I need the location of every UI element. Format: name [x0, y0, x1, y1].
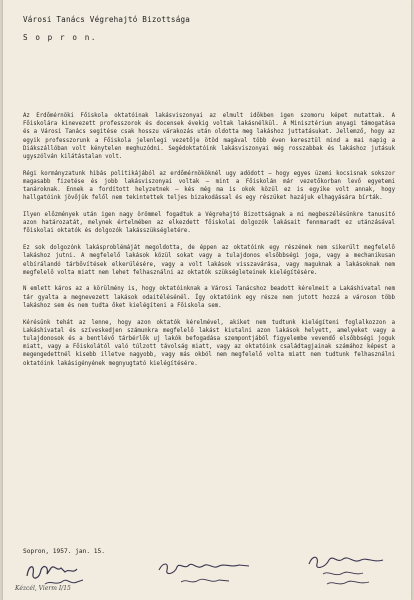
- letter-body: [23, 112, 395, 376]
- document-page: [3, 0, 411, 600]
- letter-date: Sopron, 1957. jan. 15.: [23, 548, 105, 555]
- recipient-name: Városi Tanács Végrehajtó Bizottsága: [23, 15, 191, 24]
- paragraph-5: N emlett káros az a körülmény is, hogy oktatóinknak a Városi Tanácshoz beadott kérelmeit a Lakáshivatal nem tár gyalta a megnevezett lakások odaitélésénél. Így oktatóink egy része nem jutott hozzá a városon több lakáshoz sem és nem tudta őket kielégíteni a Főiskola sem.: [23, 286, 395, 309]
- archive-note: Kézcél, Vierm I/15: [15, 585, 71, 592]
- paragraph-1: Az Erdőmérnöki Főiskola oktatóinak lakásviszonyai az elmult időkben igen szomoru képet mutattak. A Főiskolára kinevezett professzorok és docensek évekig voltak lakásnélkül. A Minisztérium anyagi támogatása és a Városi Tanács segitése csak hosszu várakozás után oldotta meg lakáshoz juttatásukat. Jellemző, hogy az egyik professzorunk a Főiskola jelenlegi vezetője ötöd magával több éven keresztül mind a mai napig a Diákszállóban volt kénytelen meghuzódni. Segédoktatóink lakásviszonyai még rosszabbak és lakáshoz jutásuk ugyszólván kilátástalan volt.: [23, 113, 395, 161]
- letter-heading: [23, 14, 190, 44]
- signature-right: [303, 550, 398, 590]
- signature-center: [153, 558, 263, 590]
- paragraph-2: Régi kormányzatunk hibás politikájából az erdőmérnököknél ugy adódott – hogy egyes üzemi kocsisnak sokszor magasabb fizetése és jobb lakásviszonyai voltak – mint a Főiskolán már vezetőkorban levő egyetemi tanároknak. Ennek a fordított helyzetnek – kés még ma is okok közül ez is egyike volt annak, hogy hallgatóink jövőjük felől nem tekintettek teljes bizakodással és egy részüket hazájuk elhagyására bírták.: [23, 170, 395, 202]
- paragraph-4: Ez sok dolgozónk lakásproblémáját megoldotta, de éppen az oktatóink egy részének nem sikerült megfelelő lakáshoz jutni. A megfelelő lakások közül sokat vagy a tulajdonos elsőbbségi joga, vagy a mechanikusan elbírálandó tárbővítések elkerülésére, vagy a volt lakások visszavárása, vagy maguknak a lakásoknak nem megfelelő volta miatt nem lehet felhasználni az oktatók szükségleteinek kielégítésére.: [23, 245, 395, 276]
- recipient-city: S o p r o n.: [23, 33, 98, 42]
- paragraph-3: Ilyen előzmények után igen nagy örömmel fogadtuk a Végrehajtó Bizottságnak a mi megbeszélésünkre tanusitó azon határozatát, melynek értelmében az elkezdett főiskolai dolgozók lakásait fennmaradt ez utánzásával főiskolai oktatók és dolgozók lakásszükségletére.: [23, 212, 395, 235]
- paragraph-6: Kérésünk tehát az lenne, hogy azon oktatók kérelmével, akiket nem tudtunk kielégíteni foglalkozzon a Lakáshivatal és szíveskedjen számunkra megfelelő lakást kiutalni azon lakások helyett, amelyeket vagy a tulajdonosok és a bentlévő tárbérlők uj lakók befogadása szempontjából figyelembe vevendő elsőbbségi joguk miatt, vagy a Főiskolától való túlzott távolság miatt, vagy az oktatóink családtagjainak számához képest a megengedettnél kisebb illetve nagyobb, vagy más okból nem megfelelő volta miatt nem tudtunk felhasználni oktatóink lakásigényének megnyugtató kielégítésére.: [23, 319, 395, 367]
